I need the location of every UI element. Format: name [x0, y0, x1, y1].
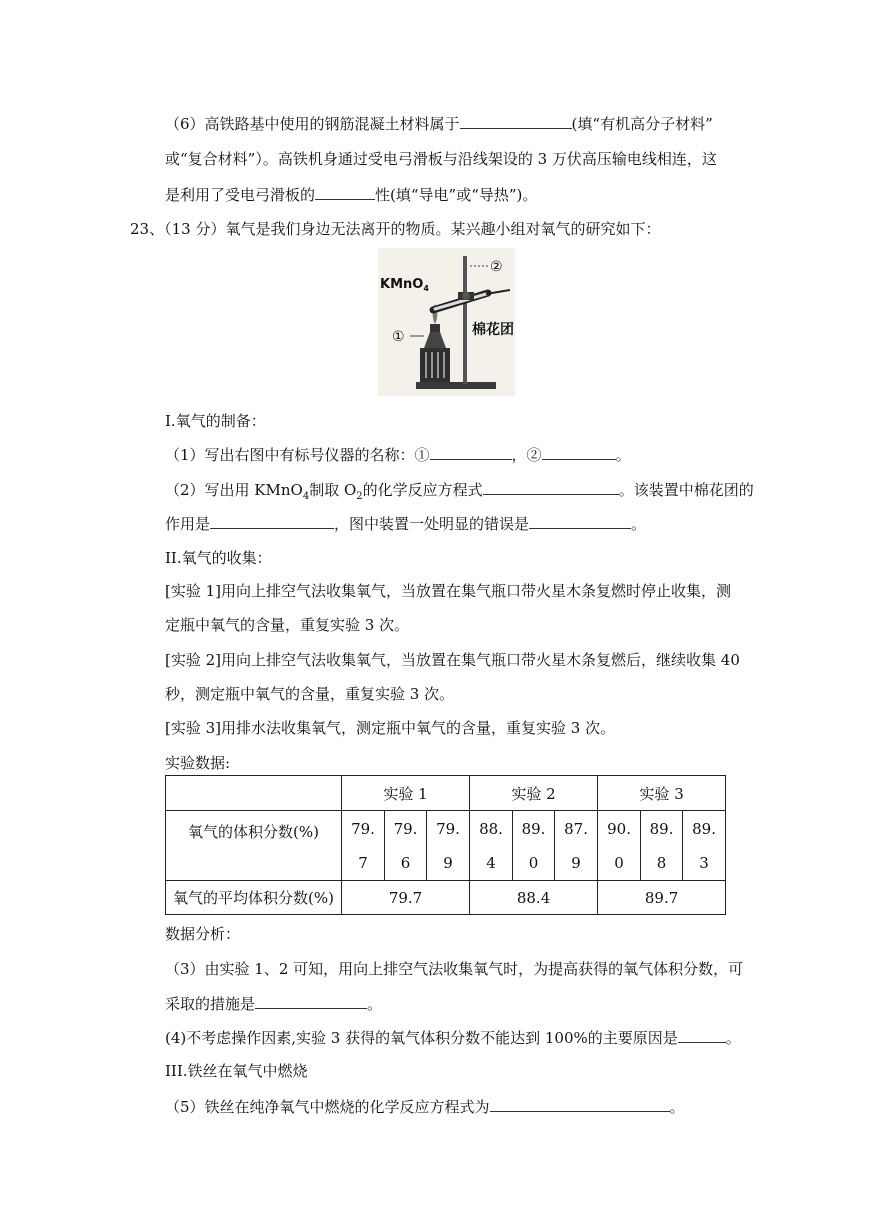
table-row	[166, 881, 726, 915]
q3-line1: （3）由实验 1、2 可知，用向上排空气法收集氧气时，为提高获得的氧气体积分数，可	[165, 960, 744, 978]
q5-text: （5）铁丝在纯净氧气中燃烧的化学反应方程式为	[165, 1098, 490, 1116]
section-3-heading: III.铁丝在氧气中燃烧	[165, 1062, 308, 1080]
cell-line: 0	[614, 853, 624, 872]
label-kmno4: KMnO$_4$	[380, 277, 429, 293]
answer-blank[interactable]	[529, 513, 631, 529]
q6-text: 性(填“导电”或“导热”)。	[375, 186, 538, 204]
experiment-2-line2: 秒，测定瓶中氧气的含量，重复实验 3 次。	[165, 685, 455, 703]
cell-line: 89.	[521, 819, 546, 838]
q6-line2: 或“复合材料”）。高铁机身通过受电弓滑板与沿线架设的 3 万伏高压输电线相连，这	[165, 150, 717, 168]
cell-line: 90.	[607, 819, 631, 838]
q6-text: (填“有机高分子材料”	[571, 115, 713, 133]
table-header-cell: 实验 2	[470, 776, 598, 811]
cell-line: 4	[486, 853, 496, 872]
table-header-cell: 实验 1	[342, 776, 470, 811]
q6-line3	[165, 184, 537, 205]
q2-line1	[165, 479, 754, 507]
q3-text: 采取的措施是	[165, 995, 256, 1013]
cell-line: 9	[443, 853, 453, 872]
q1-text: 。	[615, 446, 631, 464]
q6-line1	[165, 113, 713, 134]
table-corner-cell	[166, 776, 342, 811]
answer-blank[interactable]	[678, 1027, 726, 1043]
answer-blank[interactable]	[490, 1096, 670, 1112]
label-mark-2: ②	[490, 259, 503, 275]
cell-line: 89.	[692, 819, 716, 838]
table-cell: 79.7	[342, 881, 470, 915]
q1-text: （1）写出右图中有标号仪器的名称：①	[165, 446, 430, 464]
cell-line: 9	[571, 853, 581, 872]
cell-line: 3	[699, 853, 709, 872]
apparatus-figure	[378, 248, 515, 396]
q4-text: (4)不考虑操作因素,实验 3 获得的氧气体积分数不能达到 100%的主要原因是	[165, 1029, 678, 1047]
q3-text: 。	[367, 995, 383, 1013]
cell-line: 6	[400, 853, 411, 872]
cell-line: 79.	[436, 819, 460, 838]
table-row-label: 氧气的平均体积分数(%)	[166, 881, 342, 915]
cell-line: 8	[656, 853, 667, 872]
experiment-1-line1: [实验 1]用向上排空气法收集氧气，当放置在集气瓶口带火星木条复燃时停止收集，测	[165, 582, 732, 600]
table-row	[166, 811, 726, 881]
q6-text: 是利用了受电弓滑板的	[165, 186, 316, 204]
label-cotton: 棉花团	[472, 322, 514, 338]
q4-text: 。	[725, 1029, 741, 1047]
experiment-3-line1: [实验 3]用排水法收集氧气，测定瓶中氧气的含量，重复实验 3 次。	[165, 719, 616, 737]
table-cell	[598, 811, 641, 881]
section-2-heading: II.氧气的收集：	[165, 549, 272, 567]
q4-line	[165, 1027, 741, 1048]
answer-blank[interactable]	[430, 444, 512, 460]
table-cell	[470, 811, 513, 881]
q2-text: 。	[631, 515, 647, 533]
q5-text: 。	[669, 1098, 685, 1116]
answer-blank[interactable]	[210, 513, 334, 529]
analysis-label: 数据分析：	[165, 925, 241, 943]
q2-subscript: 4	[302, 491, 310, 502]
q3-line2	[165, 993, 382, 1014]
answer-blank[interactable]	[255, 993, 367, 1009]
q2-text: 。该装置中棉花团的	[618, 481, 754, 499]
label-mark-1: ①	[392, 329, 405, 345]
q2-line2	[165, 513, 646, 534]
table-cell	[513, 811, 555, 881]
table-cell: 89.7	[598, 881, 726, 915]
table-cell	[385, 811, 427, 881]
table-cell	[555, 811, 598, 881]
table-cell	[342, 811, 385, 881]
cell-line: 79.	[393, 819, 418, 838]
data-table	[165, 775, 726, 915]
cell-line: 88.	[479, 819, 503, 838]
q2-text: 制取 O	[309, 481, 357, 499]
q2-text: 的化学反应方程式	[362, 481, 483, 499]
q6-text: （6）高铁路基中使用的钢筋混凝土材料属于	[165, 115, 460, 133]
q2-text: （2）写出用 KMnO	[165, 481, 303, 499]
table-cell	[641, 811, 683, 881]
answer-blank[interactable]	[542, 444, 616, 460]
answer-blank[interactable]	[315, 184, 375, 200]
q2-subscript: 2	[356, 491, 363, 502]
table-cell	[683, 811, 726, 881]
cell-line: 89.	[649, 819, 674, 838]
answer-blank[interactable]	[483, 479, 619, 495]
q5-line	[165, 1096, 685, 1117]
table-cell	[427, 811, 470, 881]
table-header-cell: 实验 3	[598, 776, 726, 811]
data-label: 实验数据:	[165, 754, 231, 772]
table-header-row	[166, 776, 726, 811]
answer-blank[interactable]	[460, 113, 572, 129]
experiment-2-line1: [实验 2]用向上排空气法收集氧气，当放置在集气瓶口带火星木条复燃后，继续收集 40	[165, 651, 740, 669]
table-row-label: 氧气的体积分数(%)	[166, 811, 342, 881]
section-1-heading: I.氧气的制备：	[165, 412, 266, 430]
q1-line	[165, 444, 631, 465]
q23-header: 23、（13 分）氧气是我们身边无法离开的物质。某兴趣小组对氧气的研究如下：	[130, 220, 661, 238]
cell-line: 0	[528, 853, 539, 872]
q2-text: ，图中装置一处明显的错误是	[334, 515, 530, 533]
cell-line: 87.	[564, 819, 588, 838]
experiment-1-line2: 定瓶中氧气的含量，重复实验 3 次。	[165, 616, 410, 634]
q1-text: ，②	[511, 446, 542, 464]
cell-line: 7	[358, 853, 368, 872]
table-cell: 88.4	[470, 881, 598, 915]
q2-text: 作用是	[165, 515, 211, 533]
cell-line: 79.	[351, 819, 375, 838]
